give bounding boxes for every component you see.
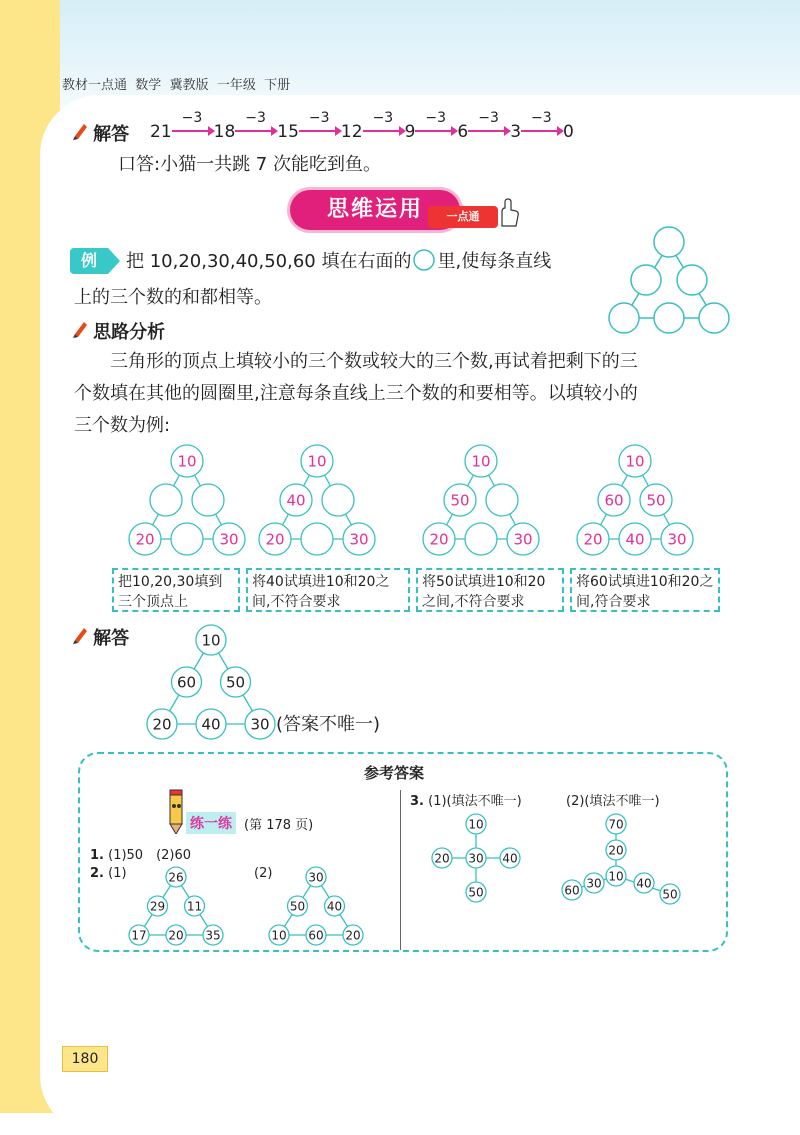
step-caption: 将40试填进10和20之间,不符合要求 [246,568,410,612]
circle-value: 10 [271,928,287,943]
jump-sequence [150,110,574,142]
step-label: −3 [308,110,330,126]
pencil-icon [72,122,88,140]
arrow-icon [521,130,559,132]
step-diagrams [110,444,730,564]
number-circle [301,523,333,555]
circle-value: 10 [307,452,327,471]
header-edition: 冀教版 [169,78,209,93]
step-arrow [468,110,510,142]
answer2-heading [72,624,129,650]
answer1-label: 解答 [93,124,130,145]
circle-value: 20 [168,928,184,943]
triangle-diagram [146,624,276,740]
step-arrow [363,110,405,142]
running-header [62,74,290,93]
circle-value: 30 [219,530,239,549]
step-arrow [172,110,214,142]
q3-star-diagram [560,812,690,906]
step-captions [112,568,732,612]
sequence-number: 9 [404,122,416,142]
step-label: −3 [245,110,266,126]
step-label: −3 [181,110,203,126]
circle-value: 50 [225,673,246,692]
circle-value: 30 [308,870,324,885]
number-circle [171,523,203,555]
step-diagram [258,444,376,560]
circle-value: 10 [625,452,645,471]
circle-value: 40 [201,715,221,734]
triangle-diagram [128,444,246,556]
header-volume: 下册 [264,78,291,93]
circle-value: 20 [265,530,285,549]
circle-value: 30 [586,876,602,891]
circle-value: 60 [604,491,624,510]
q3-part1-label: (1)(填法不唯一) [428,794,522,809]
example-line1-a: 把 10,20,30,40,50,60 填在右面的 [126,251,412,272]
circle-value: 60 [564,883,580,898]
circle-value: 20 [152,715,172,734]
q1-number: 1. [90,848,104,863]
q2 [90,866,127,881]
step-label: −3 [478,110,499,126]
q3-part2-label: (2)(填法不唯一) [566,794,660,809]
circle-value: 11 [186,899,203,914]
number-circle [322,484,354,516]
triangle-diagram [422,444,540,556]
analysis-line1: 三角形的顶点上填较小的三个数或较大的三个数,再试着把剩下的三 [110,351,638,372]
q2-part2-label: (2) [254,866,273,881]
step-diagram [422,444,540,560]
step-label: −3 [531,110,552,126]
reference-title: 参考答案 [364,764,425,782]
circle-value: 50 [646,491,666,510]
circle-value: 10 [608,869,624,884]
circle-value: 35 [205,928,221,943]
circle-value: 17 [131,928,147,943]
circle-value: 20 [434,851,450,866]
banner-tag: 一点通 [428,206,498,228]
q2-triangle-1 [128,866,224,946]
pencil-icon [72,626,88,644]
circle-value: 10 [177,452,197,471]
analysis-line2: 个数填在其他的圆圈里,注意每条直线上三个数的和要相等。以填较小的 [74,383,638,404]
answer2-note: (答案不唯一) [276,714,381,735]
number-circle [465,523,497,555]
sequence-number: 21 [150,122,172,142]
analysis-heading [72,318,165,344]
number-circle [192,484,224,516]
circle-value: 30 [667,530,687,549]
circle-value: 60 [176,673,197,692]
sequence-number: 18 [213,122,236,142]
q2-triangle-2 [268,866,364,946]
step-caption: 将50试填进10和20之间,不符合要求 [416,568,564,612]
circle-value: 20 [583,530,603,549]
header-grade: 一年级 [216,78,256,93]
step-diagram [128,444,246,560]
circle-value: 70 [608,817,624,832]
circle-value: 40 [286,491,306,510]
q3-number: 3. [410,794,424,809]
circle-value: 30 [468,851,484,866]
triangle-diagram [258,444,376,556]
analysis-label: 思路分析 [93,322,166,343]
example-line1 [126,247,551,277]
answer1-oral: 口答:小猫一共跳 7 次能吃到鱼。 [118,154,381,175]
example-line1-b: 里,使每条直线 [437,251,552,272]
circle-value: 30 [250,715,270,734]
arrow-icon [415,130,453,132]
circle-value: 40 [502,851,518,866]
empty-triangle-diagram [604,224,734,336]
arrow-icon [172,130,210,132]
circle-value: 20 [135,530,155,549]
triangle-diagram [128,866,224,946]
page-number: 180 [62,1046,108,1072]
sequence-number: 0 [563,122,574,142]
header-book: 教材一点通 [62,78,128,93]
number-circle [150,484,182,516]
header-subject: 数学 [135,78,162,93]
pointing-hand-icon [496,198,520,228]
practice-label: 练一练 [186,812,236,834]
step-arrow [235,110,277,142]
circle-value: 10 [468,817,484,832]
reference-divider [400,790,401,950]
circle-value: 50 [289,899,306,914]
circle-value: 29 [149,899,166,914]
arrow-icon [299,130,337,132]
sequence-number: 6 [457,122,469,142]
q3-cross-diagram [426,812,526,906]
q1 [90,844,191,863]
number-circle [486,484,518,516]
analysis-line3: 三个数为例: [74,415,171,436]
sequence-number: 3 [510,122,522,142]
sequence-number: 15 [277,122,299,142]
example-line2: 上的三个数的和都相等。 [74,287,272,308]
step-arrow [299,110,341,142]
step-arrow [521,110,563,142]
sequence-number: 12 [340,122,363,142]
example-badge [70,248,108,274]
example-badge-label: 例 [80,251,97,270]
answer2-triangle [146,624,276,740]
circle-value: 26 [168,870,184,885]
arrow-icon [468,130,506,132]
circle-value: 50 [662,887,678,902]
circle-value: 50 [468,885,484,900]
step-caption: 把10,20,30填到三个顶点上 [112,568,240,612]
step-diagram [576,444,694,560]
circle-value: 30 [349,530,369,549]
q1-text: (1)50 (2)60 [108,848,192,863]
answer2-label: 解答 [93,628,130,649]
circle-value: 10 [471,452,491,471]
circle-value: 50 [450,491,470,510]
circle-value: 40 [636,876,652,891]
practice-page: (第 178 页) [244,818,314,833]
circle-value: 40 [625,530,645,549]
step-arrow [415,110,457,142]
star-svg [560,812,690,906]
triangle-diagram [268,866,364,946]
step-caption: 将60试填进10和20之间,符合要求 [570,568,720,612]
pencil-icon [72,320,88,338]
q3 [410,790,522,809]
step-label: −3 [372,110,394,126]
answer1-heading [72,120,129,146]
triangle-diagram [576,444,694,556]
circle-value: 20 [429,530,449,549]
q2-number: 2. [90,866,104,881]
circle-value: 20 [345,928,361,943]
circle-value: 30 [513,530,533,549]
circle-value: 10 [201,631,221,650]
banner-title: 思维运用 [326,197,423,222]
cross-svg [426,812,526,906]
circle-value: 60 [308,928,324,943]
arrow-icon [235,130,273,132]
step-label: −3 [425,110,447,126]
circle-value: 40 [326,899,343,914]
circle-value: 20 [608,843,624,858]
q2-part1-label: (1) [108,866,127,881]
circle-blank-icon [411,248,437,272]
arrow-icon [363,130,401,132]
